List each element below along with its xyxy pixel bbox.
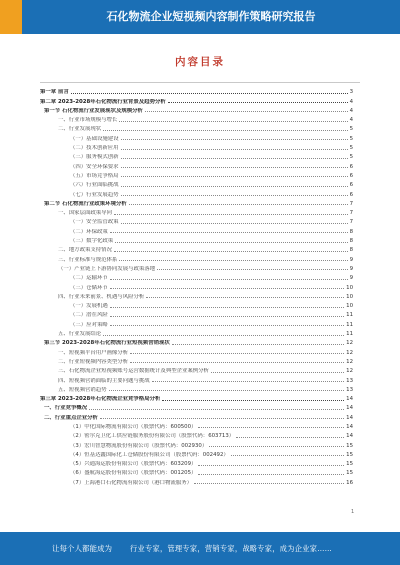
toc-entry[interactable] — [40, 142, 353, 151]
toc-entry[interactable] — [40, 253, 353, 262]
toc-entry-page: 5 — [349, 154, 353, 161]
toc-leader-dots — [110, 325, 344, 326]
toc-entry-label: 一、行业竞争概况 — [44, 405, 88, 412]
toc-entry-page: 15 — [346, 451, 353, 458]
toc-entry[interactable] — [40, 86, 353, 95]
toc-entry[interactable] — [40, 365, 353, 374]
toc-entry-label: 四、行业未来前景、机遇与风险分析 — [58, 293, 145, 300]
toc-entry-label: （六）行业面临挑战 — [70, 182, 119, 189]
toc-leader-dots — [103, 130, 347, 131]
toc-entry[interactable] — [40, 160, 353, 169]
toc-entry[interactable] — [40, 179, 353, 188]
toc-leader-dots — [194, 483, 344, 484]
toc-entry-page: 11 — [346, 321, 353, 328]
toc-leader-dots — [114, 251, 348, 252]
toc-entry[interactable] — [40, 476, 353, 485]
toc-entry-label: 五、行业发展结论 — [58, 331, 102, 338]
toc-entry-page: 6 — [349, 163, 353, 170]
toc-entry-label: （五）市场竞争格局 — [70, 172, 119, 179]
toc-entry-label: 第三节 2023-2028年石化物流行业短视频营销现状 — [44, 340, 170, 347]
toc-entry-page: 14 — [346, 396, 353, 403]
toc-entry-label: 三、石化物流企业短视频账号运营数据统计及典型企业案例分析 — [58, 368, 209, 375]
toc-entry-page: 10 — [346, 284, 353, 291]
toc-leader-dots — [121, 167, 348, 168]
toc-entry-label: 二、行业短视频内容类型分析 — [58, 358, 129, 365]
toc-leader-dots — [146, 297, 344, 298]
toc-entry[interactable] — [40, 244, 353, 253]
toc-entry[interactable] — [40, 467, 353, 476]
toc-leader-dots — [110, 279, 348, 280]
toc-entry-page: 8 — [349, 228, 353, 235]
toc-entry[interactable] — [40, 132, 353, 141]
toc-entry-label: （三）仓储环节 — [70, 284, 108, 291]
toc-entry-label: 一、短视频平台用户画像分析 — [58, 349, 129, 356]
toc-entry[interactable] — [40, 188, 353, 197]
toc-entry-page: 14 — [346, 433, 353, 440]
toc-entry-page: 4 — [349, 117, 353, 124]
report-title: 石化物流企业短视频内容制作策略研究报告 — [106, 10, 316, 23]
toc-entry-page: 3 — [349, 89, 353, 96]
toc-leader-dots — [121, 176, 348, 177]
toc-entry[interactable] — [40, 439, 353, 448]
toc-leader-dots — [130, 353, 344, 354]
toc-entry[interactable] — [40, 95, 353, 104]
toc-entry-page: 11 — [346, 312, 353, 319]
toc-entry[interactable] — [40, 309, 353, 318]
toc-entry-page: 12 — [346, 349, 353, 356]
toc-leader-dots — [145, 111, 348, 112]
toc-leader-dots — [89, 409, 344, 410]
toc-entry-page: 4 — [349, 107, 353, 114]
toc-entry-label: （1）中化国际物流有限公司（股票代码：600500） — [70, 423, 197, 430]
toc-leader-dots — [162, 400, 344, 401]
toc-entry-page: 10 — [346, 293, 353, 300]
toc-entry-label: 五、短视频营销趋势 — [58, 386, 107, 393]
toc-entry[interactable] — [40, 291, 353, 300]
toc-entry-page: 15 — [346, 461, 353, 468]
toc-leader-dots — [129, 204, 348, 205]
toc-entry-label: 二、地方政策支持情况 — [58, 247, 112, 254]
toc-entry-page: 7 — [349, 210, 353, 217]
toc-entry-page: 12 — [346, 340, 353, 347]
toc-entry-label: （四）安全环保要求 — [70, 163, 119, 170]
toc-leader-dots — [152, 381, 344, 382]
toc-entry-page: 16 — [346, 479, 353, 486]
toc-entry[interactable] — [40, 300, 353, 309]
toc-entry-label: 第一节 石化物流行业发展现状及规模分析 — [44, 107, 143, 114]
toc-heading: 内容目录 — [175, 56, 225, 68]
toc-entry-page: 15 — [346, 442, 353, 449]
toc-entry-page: 7 — [349, 200, 353, 207]
toc-entry[interactable] — [40, 384, 353, 393]
toc-entry-page: 9 — [349, 265, 353, 272]
toc-entry[interactable] — [40, 216, 353, 225]
toc-leader-dots — [115, 242, 347, 243]
toc-leader-dots — [198, 474, 344, 475]
toc-entry[interactable] — [40, 374, 353, 383]
toc-entry-page: 12 — [346, 358, 353, 365]
toc-entry-page: 10 — [346, 303, 353, 310]
toc-leader-dots — [157, 269, 348, 270]
toc-leader-dots — [121, 195, 348, 196]
toc-entry[interactable] — [40, 318, 353, 327]
toc-entry-label: （一）产业链上下游协同发展与政策落地 — [58, 265, 156, 272]
toc-entry-label: （6）盛航海运股份有限公司（股票代码：001205） — [70, 470, 197, 477]
toc-entry-label: 一、行业市场规模与增长 — [58, 117, 118, 124]
toc-entry-label: （一）基础设施建设 — [70, 135, 119, 142]
toc-divider — [40, 82, 360, 83]
toc-leader-dots — [121, 139, 348, 140]
toc-entry-label: （一）发展机遇 — [70, 303, 108, 310]
toc-entry-label: （二）潜在风险 — [70, 312, 108, 319]
toc-entry[interactable] — [40, 198, 353, 207]
toc-leader-dots — [168, 102, 348, 103]
toc-entry-label: 二、行业重点企业分析 — [44, 414, 98, 421]
header-accent-bar — [0, 0, 22, 34]
toc-entry-label: （2）密尔克卫化工供应链服务股份有限公司（股票代码：603713） — [70, 433, 235, 440]
toc-entry-label: （二）技术创新应用 — [70, 145, 119, 152]
toc-entry-page: 5 — [349, 145, 353, 152]
toc-entry-label: （三）数字化政策 — [70, 238, 114, 245]
toc-entry-label: 第二节 石化物流行业政策环境分析 — [44, 200, 127, 207]
footer-slogan-left: 让每个人都能成为 — [52, 544, 112, 553]
footer-slogan-right: 行业专家，管理专家，营销专家，战略专家，成为企业家…… — [130, 544, 333, 553]
toc-leader-dots — [71, 93, 348, 94]
toc-entry[interactable] — [40, 263, 353, 272]
toc-entry-label: 第一章 前言 — [40, 89, 69, 96]
toc-entry[interactable] — [40, 430, 353, 439]
toc-entry[interactable] — [40, 151, 353, 160]
toc-entry[interactable] — [40, 402, 353, 411]
toc-entry-label: （7）上海港口石化物流有限公司（港口物流服务） — [70, 479, 193, 486]
toc-leader-dots — [198, 427, 344, 428]
toc-entry[interactable] — [40, 421, 353, 430]
toc-entry[interactable] — [40, 105, 353, 114]
toc-entry-page: 12 — [346, 368, 353, 375]
toc-leader-dots — [121, 158, 348, 159]
toc-entry[interactable] — [40, 356, 353, 365]
toc-entry-label: 一、国家层面政策导向 — [58, 210, 112, 217]
toc-leader-dots — [110, 232, 348, 233]
toc-entry-label: （二）环保政策 — [70, 228, 108, 235]
toc-entry-page: 13 — [346, 386, 353, 393]
toc-leader-dots — [211, 372, 344, 373]
toc-entry-page: 6 — [349, 172, 353, 179]
toc-entry-page: 6 — [349, 191, 353, 198]
toc-entry-page: 9 — [349, 275, 353, 282]
toc-leader-dots — [100, 418, 344, 419]
toc-entry-label: （3）宏川智慧物流股份有限公司（股票代码：002930） — [70, 442, 208, 449]
toc-leader-dots — [121, 149, 348, 150]
toc-entry-label: （二）运输环节 — [70, 275, 108, 282]
toc-entry[interactable] — [40, 337, 353, 346]
toc-entry-label: （一）安全监管政策 — [70, 219, 119, 226]
toc-leader-dots — [110, 307, 344, 308]
toc-entry-page: 11 — [346, 331, 353, 338]
toc-entry-page: 7 — [349, 219, 353, 226]
toc-entry[interactable] — [40, 114, 353, 123]
toc-leader-dots — [103, 335, 344, 336]
toc-entry-label: 二、行业发展现状 — [58, 126, 102, 133]
toc-entry-page: 13 — [346, 377, 353, 384]
toc-entry-page: 15 — [346, 470, 353, 477]
toc-leader-dots — [119, 121, 347, 122]
toc-leader-dots — [121, 186, 348, 187]
toc-leader-dots — [172, 344, 344, 345]
toc-entry-label: （三）服务模式创新 — [70, 154, 119, 161]
toc-entry-page: 4 — [349, 98, 353, 105]
toc-leader-dots — [209, 446, 344, 447]
toc-leader-dots — [198, 465, 344, 466]
toc-entry-label: （七）行业发展趋势 — [70, 191, 119, 198]
toc-entry[interactable] — [40, 393, 353, 402]
toc-entry[interactable] — [40, 123, 353, 132]
toc-entry-page: 5 — [349, 135, 353, 142]
toc-leader-dots — [119, 260, 347, 261]
toc-entry-page: 5 — [349, 126, 353, 133]
toc-leader-dots — [121, 223, 348, 224]
toc-entry-label: 第二章 2023-2028年石化物流行业背景及趋势分析 — [40, 98, 166, 105]
toc-entry[interactable] — [40, 281, 353, 290]
toc-entry-page: 9 — [349, 256, 353, 263]
toc-entry-label: （4）恒基达鑫国际化工仓储股份有限公司（股票代码：002492） — [70, 451, 229, 458]
page-number: 1 — [351, 509, 355, 515]
toc-entry[interactable] — [40, 225, 353, 234]
toc-leader-dots — [114, 214, 348, 215]
page-footer — [0, 532, 400, 565]
toc-entry-page: 14 — [346, 405, 353, 412]
toc-entry-label: 第三章 2023-2028年石化物流企业竞争格局分析 — [40, 396, 161, 403]
toc-entry[interactable] — [40, 458, 353, 467]
toc-entry[interactable] — [40, 411, 353, 420]
toc-entry[interactable] — [40, 449, 353, 458]
toc-entry-label: （三）应对策略 — [70, 321, 108, 328]
toc-entry-label: 三、行业标准与规范体系 — [58, 256, 118, 263]
toc-leader-dots — [109, 390, 345, 391]
toc-entry-label: 四、短视频营销面临的主要问题与挑战 — [58, 377, 150, 384]
toc-entry[interactable] — [40, 207, 353, 216]
toc-entry[interactable] — [40, 170, 353, 179]
toc-entry-page: 8 — [349, 238, 353, 245]
table-of-contents — [40, 86, 353, 486]
page-header — [0, 0, 400, 34]
toc-entry[interactable] — [40, 346, 353, 355]
toc-entry-page: 14 — [346, 423, 353, 430]
toc-entry-label: （5）兴通海运股份有限公司（股票代码：603209） — [70, 461, 197, 468]
toc-entry-page: 14 — [346, 414, 353, 421]
toc-leader-dots — [231, 455, 344, 456]
toc-leader-dots — [110, 316, 344, 317]
toc-entry-page: 8 — [349, 247, 353, 254]
toc-entry[interactable] — [40, 235, 353, 244]
toc-entry[interactable] — [40, 272, 353, 281]
toc-entry[interactable] — [40, 328, 353, 337]
toc-leader-dots — [130, 362, 344, 363]
toc-leader-dots — [110, 288, 344, 289]
toc-entry-page: 6 — [349, 182, 353, 189]
toc-leader-dots — [236, 437, 344, 438]
